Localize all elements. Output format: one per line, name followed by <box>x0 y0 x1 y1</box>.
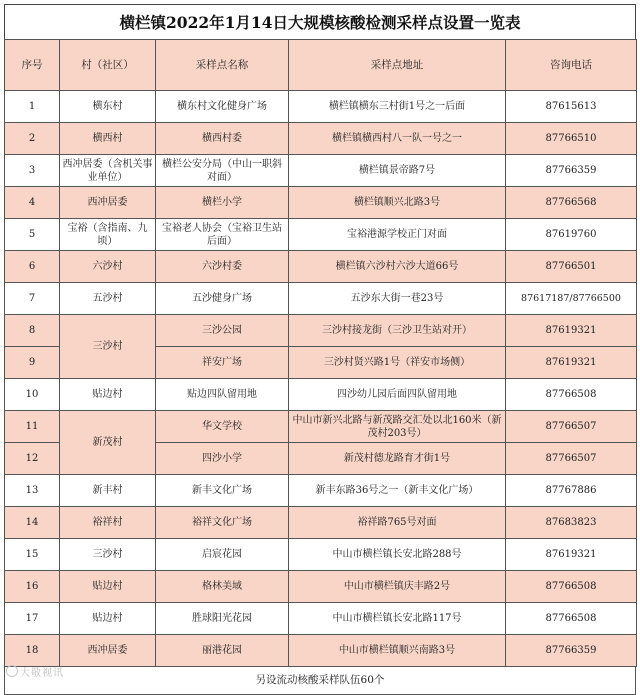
cell-address: 新丰东路36号之一（新丰文化广场） <box>289 475 506 507</box>
cell-index: 5 <box>5 219 60 251</box>
cell-address: 四沙幼儿园后面四队留用地 <box>289 379 506 411</box>
cell-address: 五沙东大街一巷23号 <box>289 283 506 315</box>
cell-phone: 87766568 <box>506 187 637 219</box>
table-row <box>5 315 637 347</box>
table-row <box>5 283 637 315</box>
cell-site-name: 裕祥文化广场 <box>156 507 289 539</box>
cell-village: 五沙村 <box>60 283 156 315</box>
cell-village: 新丰村 <box>60 475 156 507</box>
cell-phone: 87766508 <box>506 603 637 635</box>
cell-village: 新茂村 <box>60 411 156 475</box>
table-row <box>5 123 637 155</box>
table-row <box>5 155 637 187</box>
table-row <box>5 91 637 123</box>
cell-site-name: 祥安广场 <box>156 347 289 379</box>
cell-index: 10 <box>5 379 60 411</box>
header-site-name: 采样点名称 <box>156 40 289 91</box>
cell-site-name: 宝裕老人协会（宝裕卫生站后面） <box>156 219 289 251</box>
cell-address: 三沙村接龙街（三沙卫生站对开） <box>289 315 506 347</box>
cell-index: 4 <box>5 187 60 219</box>
header-address: 采样点地址 <box>289 40 506 91</box>
cell-village: 横东村 <box>60 91 156 123</box>
cell-phone: 87619321 <box>506 539 637 571</box>
cell-phone: 87619321 <box>506 315 637 347</box>
cell-village: 宝裕（含指南、九顷） <box>60 219 156 251</box>
cell-phone: 87766507 <box>506 443 637 475</box>
cell-address: 中山市横栏镇顺兴南路3号 <box>289 635 506 667</box>
cell-village: 三沙村 <box>60 539 156 571</box>
cell-address: 中山市新兴北路与新茂路交汇处以北160米（新茂村203号） <box>289 411 506 443</box>
table-row <box>5 603 637 635</box>
watermark <box>6 664 64 679</box>
cell-site-name: 胜球阳光花园 <box>156 603 289 635</box>
cell-index: 17 <box>5 603 60 635</box>
cell-phone: 87767886 <box>506 475 637 507</box>
cell-index: 15 <box>5 539 60 571</box>
cell-phone: 87617187/87766500 <box>506 283 637 315</box>
cell-village: 西冲居委 <box>60 635 156 667</box>
sampling-sites-table <box>4 39 637 667</box>
cell-site-name: 四沙小学 <box>156 443 289 475</box>
cell-index: 1 <box>5 91 60 123</box>
cell-site-name: 新丰文化广场 <box>156 475 289 507</box>
cell-village: 横西村 <box>60 123 156 155</box>
table-row <box>5 251 637 283</box>
cell-site-name: 横栏小学 <box>156 187 289 219</box>
cell-address: 宝裕港源学校正门对面 <box>289 219 506 251</box>
cell-address: 中山市横栏镇长安北路117号 <box>289 603 506 635</box>
cell-address: 横栏镇顺兴北路3号 <box>289 187 506 219</box>
cell-index: 8 <box>5 315 60 347</box>
cell-site-name: 横栏公安分局（中山一职斜对面） <box>156 155 289 187</box>
cell-village: 贴边村 <box>60 379 156 411</box>
sampling-sites-sheet <box>4 4 636 695</box>
cell-index: 11 <box>5 411 60 443</box>
cell-phone: 87766508 <box>506 571 637 603</box>
cell-index: 7 <box>5 283 60 315</box>
cell-phone: 87766510 <box>506 123 637 155</box>
table-row <box>5 219 637 251</box>
cell-phone: 87683823 <box>506 507 637 539</box>
cell-index: 16 <box>5 571 60 603</box>
cell-site-name: 启宸花园 <box>156 539 289 571</box>
cell-village: 贴边村 <box>60 603 156 635</box>
cell-village: 西冲居委（含机关事业单位） <box>60 155 156 187</box>
cell-index: 9 <box>5 347 60 379</box>
cell-address: 横栏镇六沙村六沙大道66号 <box>289 251 506 283</box>
cell-address: 中山市横栏镇长安北路288号 <box>289 539 506 571</box>
cell-address: 三沙村贤兴路1号（祥安市场侧） <box>289 347 506 379</box>
cell-phone: 87615613 <box>506 91 637 123</box>
header-phone: 咨询电话 <box>506 40 637 91</box>
cell-site-name: 丽港花园 <box>156 635 289 667</box>
table-row <box>5 411 637 443</box>
table-row <box>5 571 637 603</box>
cell-index: 3 <box>5 155 60 187</box>
cell-site-name: 贴边四队留用地 <box>156 379 289 411</box>
cell-village: 裕祥村 <box>60 507 156 539</box>
header-index: 序号 <box>5 40 60 91</box>
cell-address: 横栏镇横东三村街1号之一后面 <box>289 91 506 123</box>
watermark-logo-icon <box>6 665 18 677</box>
table-row <box>5 475 637 507</box>
cell-site-name: 格林美域 <box>156 571 289 603</box>
cell-index: 2 <box>5 123 60 155</box>
cell-phone: 87619760 <box>506 219 637 251</box>
table-row <box>5 507 637 539</box>
cell-address: 中山市横栏镇庆丰路2号 <box>289 571 506 603</box>
page-title: 横栏镇2022年1月14日大规模核酸检测采样点设置一览表 <box>4 4 636 39</box>
cell-index: 14 <box>5 507 60 539</box>
cell-site-name: 横东村文化健身广场 <box>156 91 289 123</box>
cell-phone: 87766359 <box>506 155 637 187</box>
table-header-row <box>5 40 637 91</box>
cell-phone: 87766501 <box>506 251 637 283</box>
cell-index: 13 <box>5 475 60 507</box>
cell-site-name: 华文学校 <box>156 411 289 443</box>
cell-village: 三沙村 <box>60 315 156 379</box>
cell-address: 裕祥路765号对面 <box>289 507 506 539</box>
cell-index: 6 <box>5 251 60 283</box>
cell-index: 18 <box>5 635 60 667</box>
table-row <box>5 635 637 667</box>
cell-site-name: 三沙公园 <box>156 315 289 347</box>
cell-site-name: 横西村委 <box>156 123 289 155</box>
table-row <box>5 379 637 411</box>
cell-address: 横栏镇横西村八一队一号之一 <box>289 123 506 155</box>
table-row <box>5 539 637 571</box>
cell-site-name: 五沙健身广场 <box>156 283 289 315</box>
watermark-text: 大敬视讯 <box>20 668 64 679</box>
cell-address: 横栏镇景帝路7号 <box>289 155 506 187</box>
cell-phone: 87766508 <box>506 379 637 411</box>
cell-phone: 87619321 <box>506 347 637 379</box>
cell-village: 六沙村 <box>60 251 156 283</box>
cell-address: 新茂村德龙路育才街1号 <box>289 443 506 475</box>
cell-phone: 87766359 <box>506 635 637 667</box>
header-village: 村（社区） <box>60 40 156 91</box>
footer-note: 另设流动核酸采样队伍60个 <box>4 667 636 695</box>
cell-village: 贴边村 <box>60 571 156 603</box>
cell-site-name: 六沙村委 <box>156 251 289 283</box>
cell-village: 西冲居委 <box>60 187 156 219</box>
cell-index: 12 <box>5 443 60 475</box>
cell-phone: 87766507 <box>506 411 637 443</box>
table-row <box>5 187 637 219</box>
